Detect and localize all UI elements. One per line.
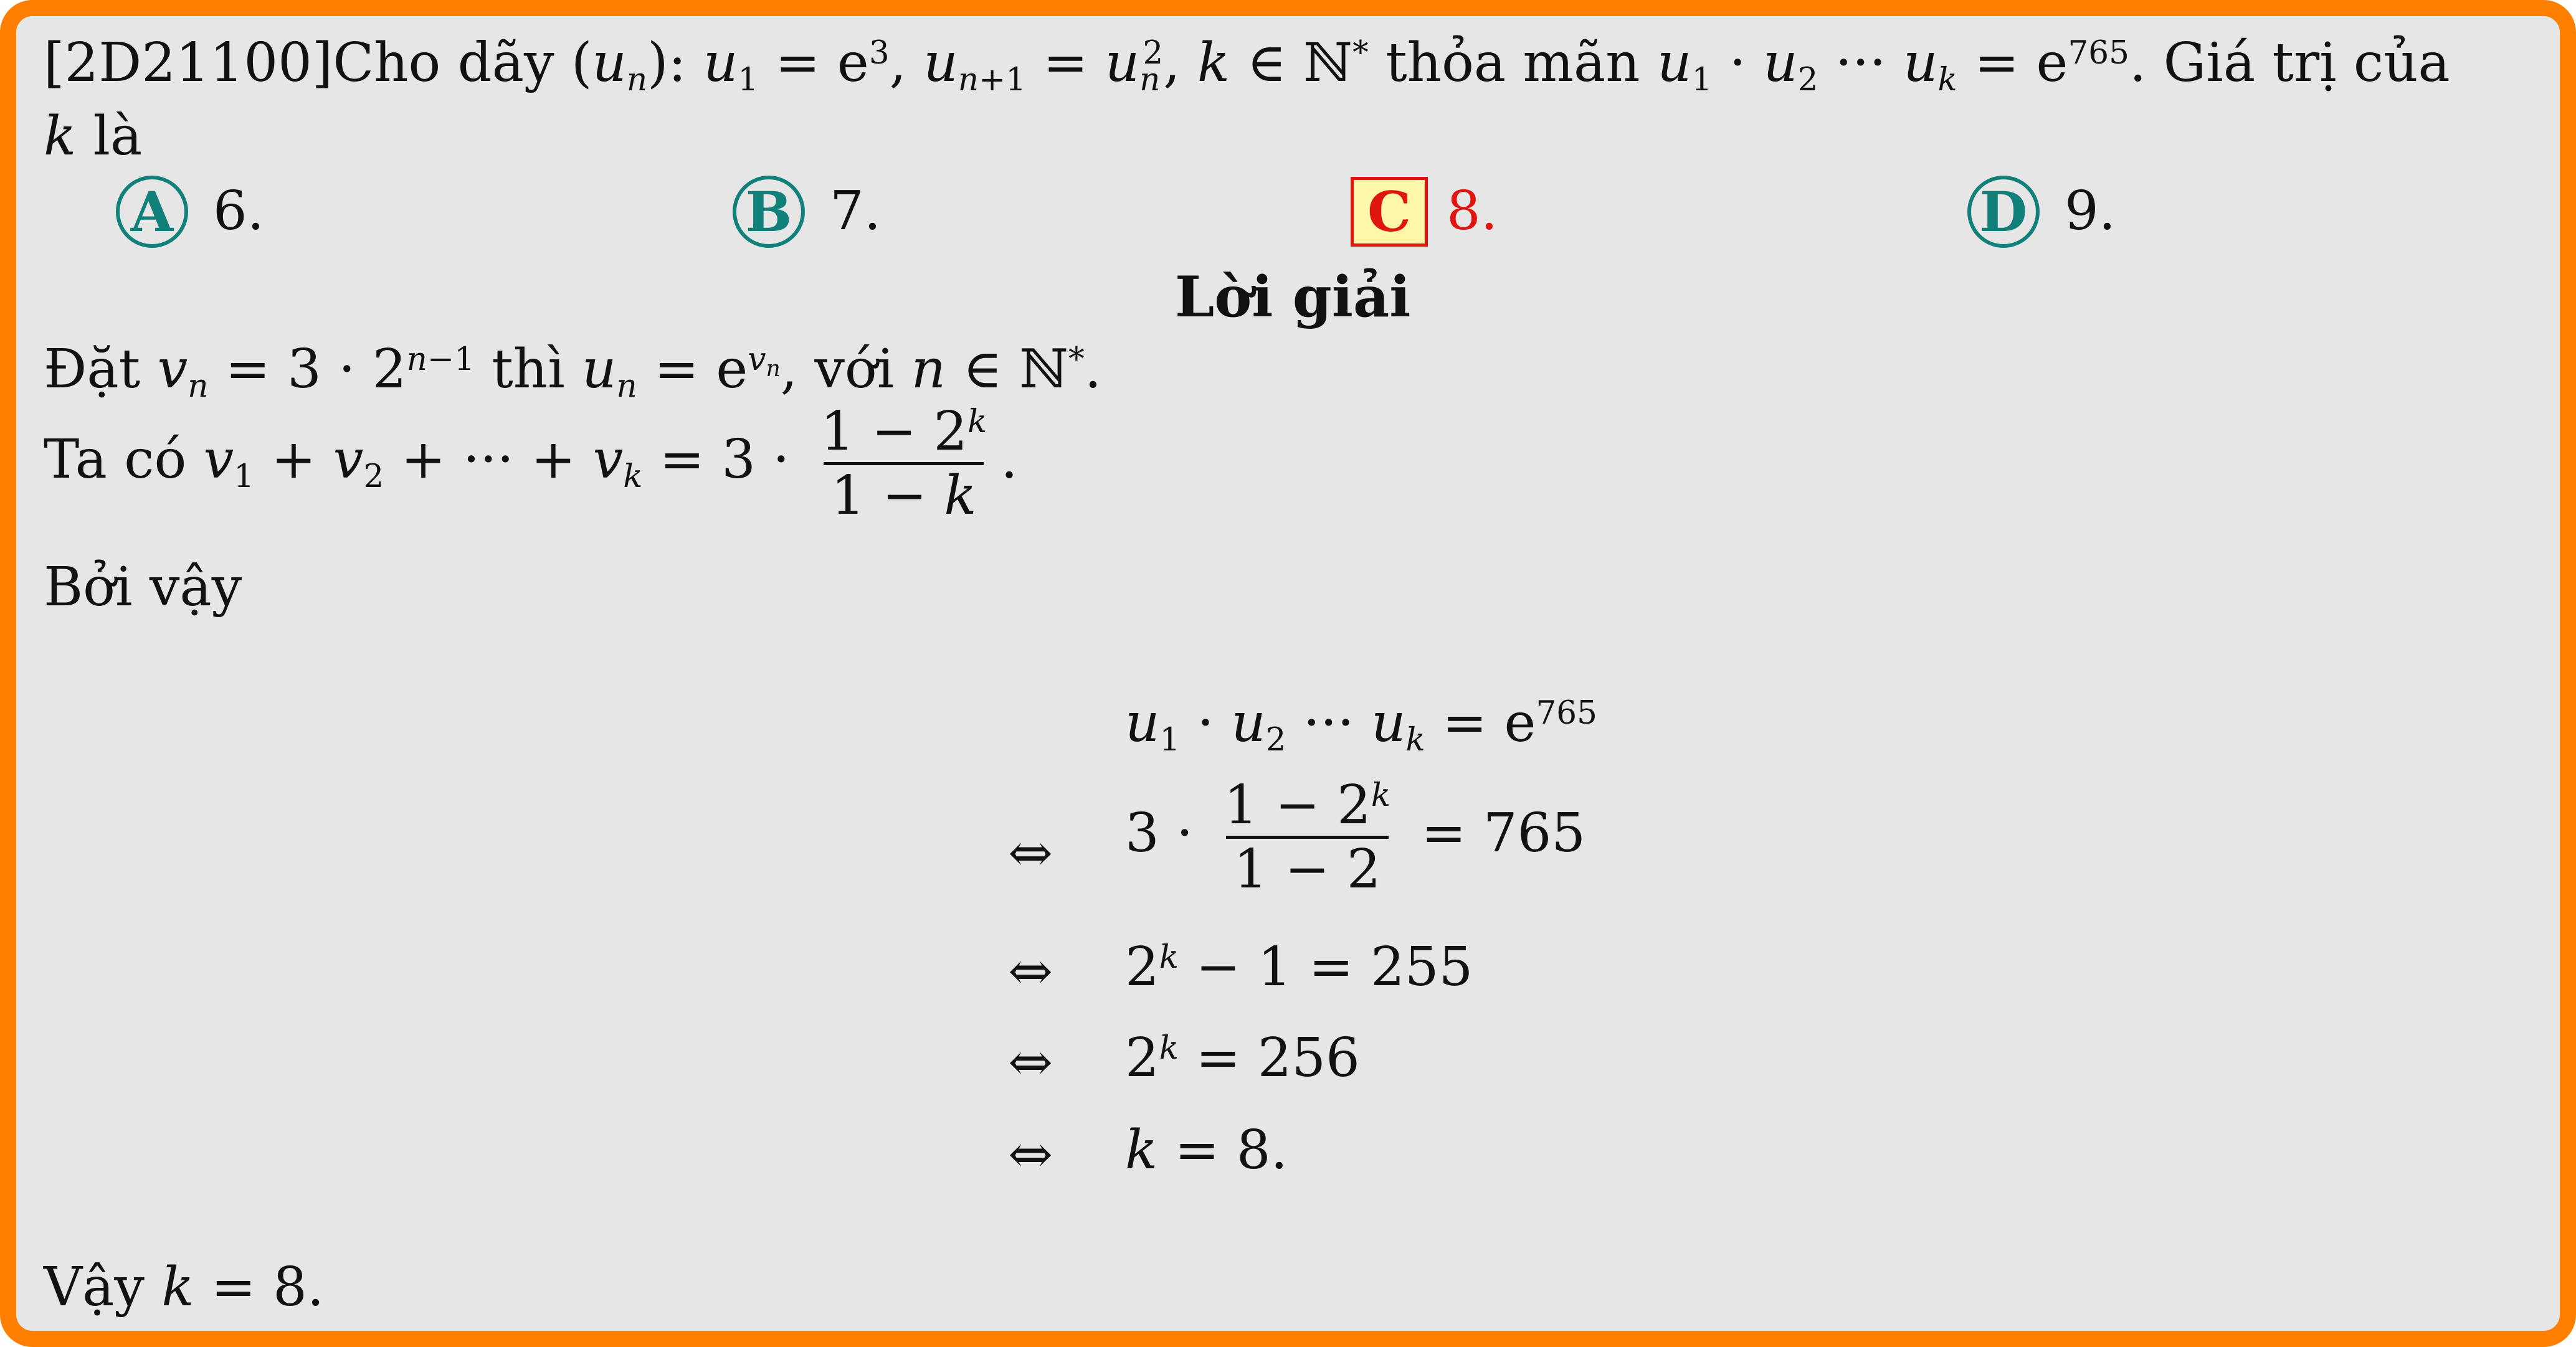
question-text-3: . Giá trị của [2129,32,2450,94]
iff-symbol-1: ⇔ [1008,822,1053,884]
equation-row-1: $u_1 \cdot u_2$ ··· $u_k = e^{765}$ [1125,692,1597,759]
solution-title: Lời giải [1175,264,1411,330]
option-d-value[interactable]: 9. [2065,180,2116,242]
option-c-marker[interactable]: C [1351,177,1428,247]
option-a-value[interactable]: 6. [213,180,265,242]
iff-symbol-4: ⇔ [1008,1123,1053,1186]
iff-symbol-3: ⇔ [1008,1031,1053,1094]
solution-line1-b: thì [492,338,565,400]
question-text-2: thỏa mãn [1385,32,1640,94]
sum-fraction: $\frac{1 - 2^k}{1 - k}$ [820,400,987,527]
equation-row-4: $2^k = 256$ [1125,1027,1360,1089]
solution-line1-c: , với [780,338,895,400]
solution-line2-a: Ta có [44,428,187,491]
solution-line-2: Ta có $v_1 + v_2$ + ··· + $v_k = 3$ · $\frac{1 - 2^k}{1 - k}$ . [44,400,1018,527]
option-a-marker[interactable]: A [116,176,188,248]
question-text-4: là [93,105,143,168]
option-c-value[interactable]: 8. [1447,180,1498,242]
iff-symbol-2: ⇔ [1008,940,1053,1003]
question-code: [2D21100] [44,32,333,94]
option-b-marker[interactable]: B [733,176,805,248]
solution-line1-a: Đặt [44,338,141,400]
solution-line-1: Đặt $v_n = 3 \cdot 2^{n-1}$ thì $u_n = e^{v_n}$, với n ∈ ℕ*. [44,338,1102,405]
option-b-value[interactable]: 7. [830,180,882,242]
question-line-1: [2D21100]Cho dãy $(u_n)$: $u_1 = e^3$, $u_{n+1} = u_n^2$, k ∈ ℕ* thỏa mãn $u_1 \cdot u_2$ ··· $u_k = e^{765}$. Giá trị của [44,32,2450,99]
conclusion: Vậy k = 8. [44,1256,325,1318]
question-line-2: k là [44,105,143,168]
question-text-1: Cho dãy [333,32,554,94]
equation-row-3: $2^k - 1 = 255$ [1125,936,1473,998]
equation-row-5: k = 8. [1125,1119,1288,1181]
solution-line-3: Bởi vậy [44,556,242,618]
option-d-marker[interactable]: D [1967,176,2040,248]
equation-row-2: 3 · $\frac{1 - 2^k}{1 - 2}$ = 765 [1125,774,1586,900]
equation-fraction: $\frac{1 - 2^k}{1 - 2}$ [1224,774,1391,900]
conclusion-label: Vậy [44,1256,145,1318]
